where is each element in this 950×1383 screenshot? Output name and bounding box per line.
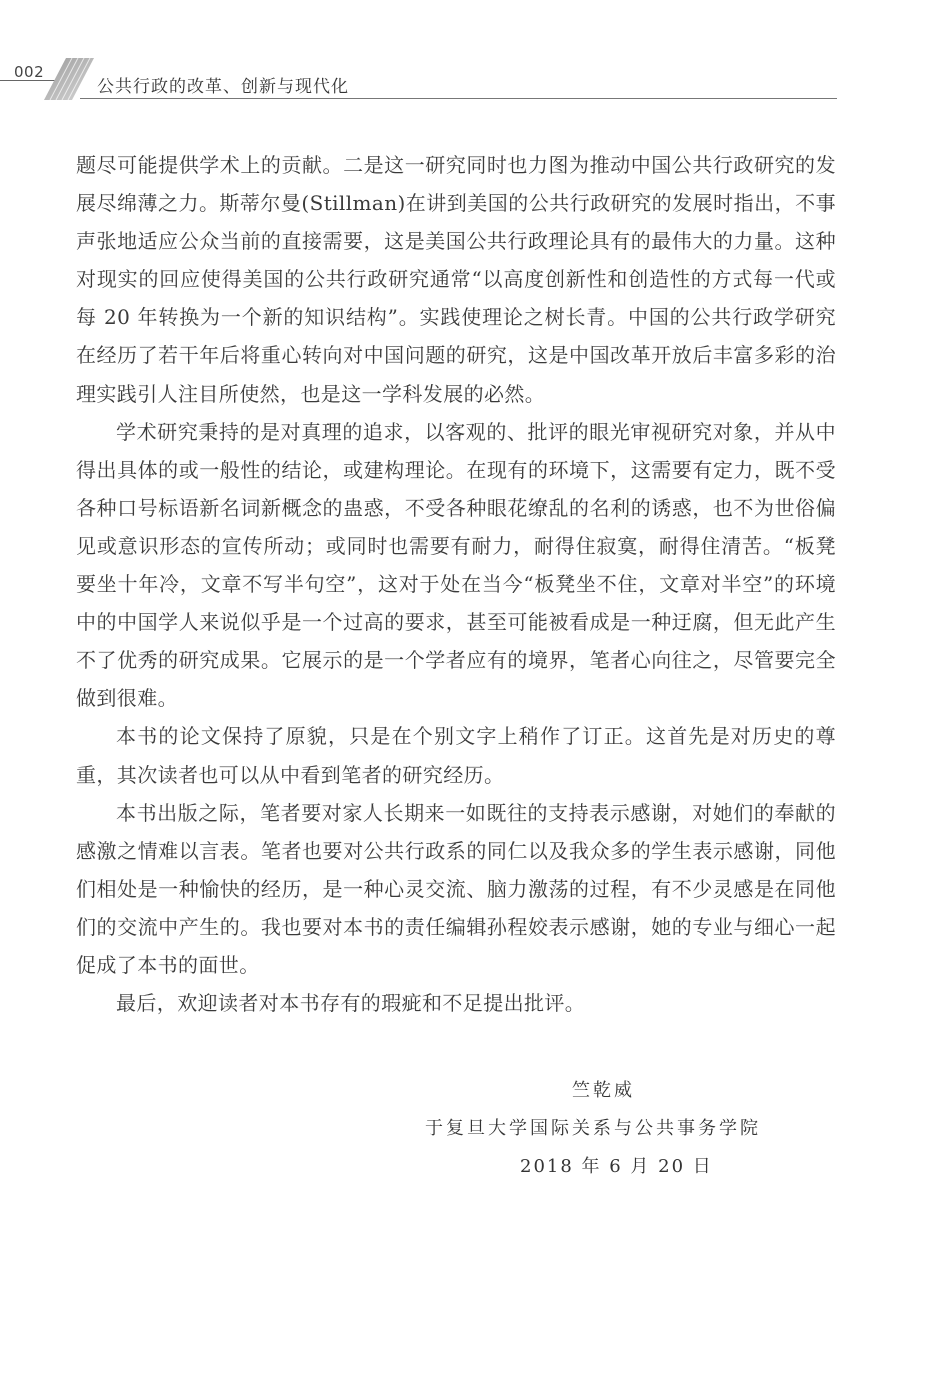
- running-title: 公共行政的改革、创新与现代化: [97, 77, 349, 97]
- body-text: [76, 146, 836, 1022]
- paragraph: 题尽可能提供学术上的贡献。二是这一研究同时也力图为推动中国公共行政研究的发展尽绵薄之力。斯蒂尔曼(Stillman)在讲到美国的公共行政研究的发展时指出，不事声张地适应公众当前的直接需要，这是美国公共行政理论具有的最伟大的力量。这种对现实的回应使得美国的公共行政研究通常“以高度创新性和创造性的方式每一代或每 20 年转换为一个新的知识结构”。实践使理论之树长青。中国的公共行政学研究在经历了若干年后将重心转向对中国问题的研究，这是中国改革开放后丰富多彩的治理实践引人注目所使然，也是这一学科发展的必然。: [76, 153, 836, 406]
- paragraph: 学术研究秉持的是对真理的追求，以客观的、批评的眼光审视研究对象，并从中得出具体的或一般性的结论，或建构理论。在现有的环境下，这需要有定力，既不受各种口号标语新名词新概念的蛊惑，不受各种眼花缭乱的名利的诱惑，也不为世俗偏见或意识形态的宣传所动；或同时也需要有耐力，耐得住寂寞，耐得住清苦。“板凳要坐十年冷，文章不写半句空”，这对于处在当今“板凳坐不住，文章对半空”的环境中的中国学人来说似乎是一个过高的要求，甚至可能被看成是一种迂腐，但无此产生不了优秀的研究成果。它展示的是一个学者应有的境界，笔者心向往之，尽管要完全做到很难。: [76, 419, 836, 711]
- paragraph: 本书的论文保持了原貌，只是在个别文字上稍作了订正。这首先是对历史的尊重，其次读者也可以从中看到笔者的研究经历。: [76, 724, 836, 787]
- page-number: 002: [14, 63, 45, 81]
- author-affiliation: 于复旦大学国际关系与公共事务学院: [425, 1118, 761, 1139]
- header-hatch-ornament: [44, 58, 94, 100]
- header-rule-right: [80, 98, 837, 99]
- paragraph: 本书出版之际，笔者要对家人长期来一如既往的支持表示感谢，对她们的奉献的感激之情难以言表。笔者也要对公共行政系的同仁以及我众多的学生表示感谢，同他们相处是一种愉快的经历，是一种心灵交流、脑力激荡的过程，有不少灵感是在同他们的交流中产生的。我也要对本书的责任编辑孙程姣表示感谢，她的专业与细心一起促成了本书的面世。: [76, 800, 836, 977]
- author-name: 竺乾威: [572, 1080, 635, 1101]
- paragraph: 最后，欢迎读者对本书存有的瑕疵和不足提出批评。: [116, 991, 586, 1016]
- running-header: [0, 55, 840, 105]
- signature-date: 2018 年 6 月 20 日: [520, 1156, 713, 1177]
